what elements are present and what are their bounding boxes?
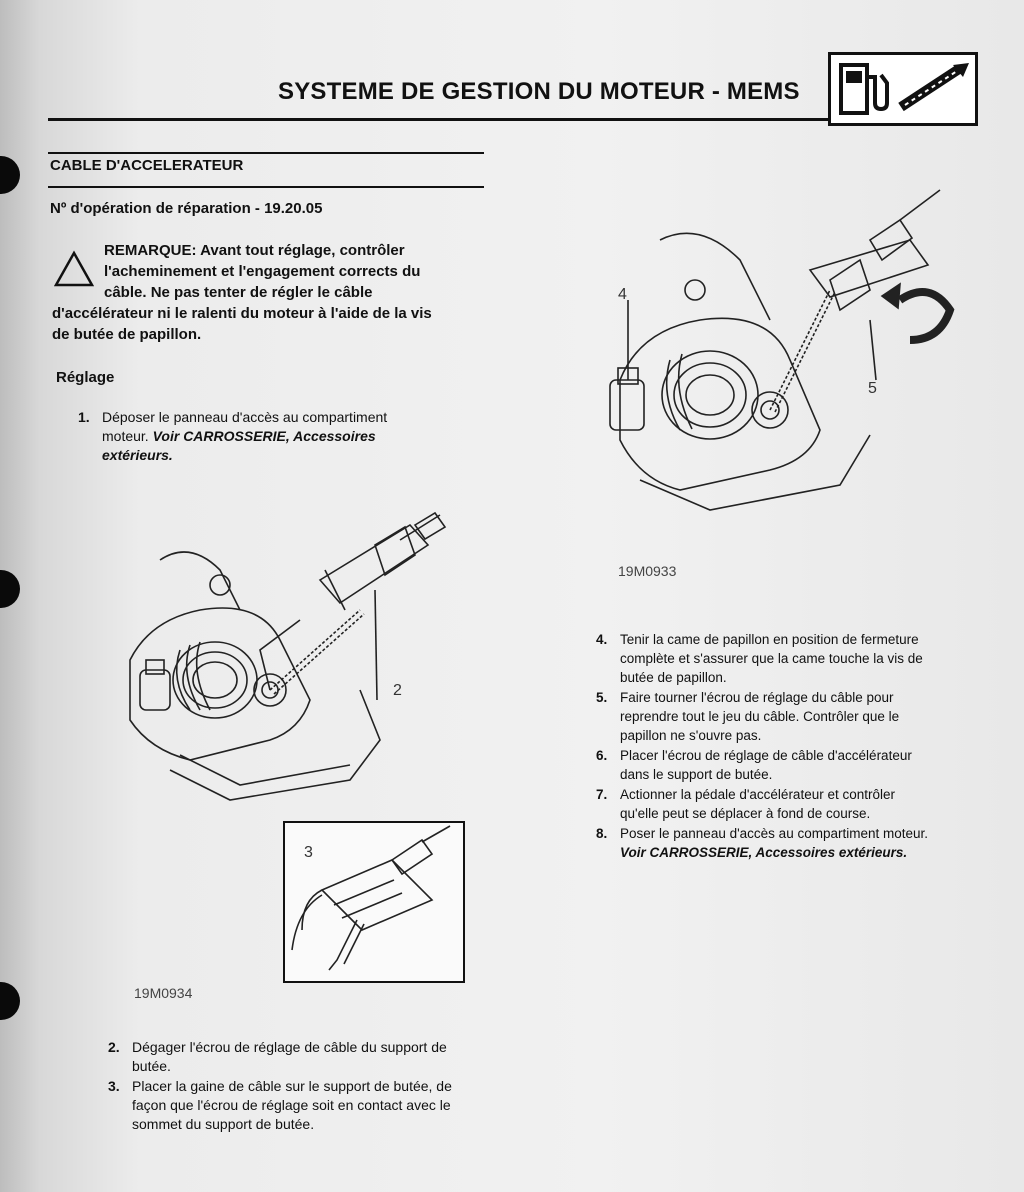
cross-reference: extérieurs. xyxy=(102,447,173,463)
step-item xyxy=(108,1077,508,1134)
step-line: butée de papillon. xyxy=(620,670,727,685)
binder-hole xyxy=(0,982,20,1020)
cross-reference: Voir CARROSSERIE, Accessoires extérieurs. xyxy=(620,845,908,860)
step-number: 5. xyxy=(596,690,608,705)
remark-line: câble. Ne pas tenter de régler le câble xyxy=(104,284,373,301)
figure-id: 19M0934 xyxy=(134,985,193,1001)
step-line: Faire tourner l'écrou de réglage du câble pour xyxy=(620,690,894,705)
operation-number: Nº d'opération de réparation - 19.20.05 xyxy=(50,200,323,217)
step-item xyxy=(596,688,1006,745)
step-line: complète et s'assurer que la came touche la vis de xyxy=(620,651,923,666)
step-line: dans le support de butée. xyxy=(620,767,773,782)
step-item xyxy=(78,408,478,465)
step-line: qu'elle peut se déplacer à fond de course. xyxy=(620,806,871,821)
step-line: façon que l'écrou de réglage soit en contact avec le xyxy=(132,1097,451,1113)
step-line: butée. xyxy=(132,1058,171,1074)
step-number: 3. xyxy=(108,1078,120,1094)
subheading-reglage: Réglage xyxy=(56,369,115,386)
step-list-right xyxy=(596,630,1006,863)
fuel-pump-and-injector-icon xyxy=(828,52,978,126)
remark-note xyxy=(52,240,482,345)
step-line: Placer la gaine de câble sur le support de butée, de xyxy=(132,1078,452,1094)
step-line: Actionner la pédale d'accélérateur et contrôler xyxy=(620,787,895,802)
step-number: 7. xyxy=(596,787,608,802)
step-item xyxy=(596,785,1006,823)
step-line: Placer l'écrou de réglage de câble d'accélérateur xyxy=(620,748,912,763)
step-item xyxy=(596,746,1006,784)
step-line: Dégager l'écrou de réglage de câble du support de xyxy=(132,1039,447,1055)
step-line: Tenir la came de papillon en position de fermeture xyxy=(620,632,919,647)
remark-line: de butée de papillon. xyxy=(52,326,202,343)
remark-line: l'acheminement et l'engagement corrects du xyxy=(104,263,421,280)
step-line: Déposer le panneau d'accès au compartiment xyxy=(102,409,388,425)
throttle-body-illustration-1 xyxy=(120,500,460,840)
section-rule xyxy=(48,152,484,154)
step-number: 1. xyxy=(78,409,90,425)
step-item xyxy=(108,1038,508,1076)
step-number: 4. xyxy=(596,632,608,647)
binder-hole xyxy=(0,570,20,608)
step-line: papillon ne s'ouvre pas. xyxy=(620,728,762,743)
callout-5: 5 xyxy=(868,380,877,397)
step-list-top xyxy=(78,408,478,466)
section-title: CABLE D'ACCELERATEUR xyxy=(50,157,244,174)
section-rule xyxy=(48,186,484,188)
binder-hole xyxy=(0,156,20,194)
callout-2: 2 xyxy=(393,682,402,699)
remark-line: REMARQUE: Avant tout réglage, contrôler xyxy=(104,242,405,259)
throttle-body-illustration-2 xyxy=(600,180,980,560)
step-item xyxy=(596,824,1006,862)
step-line: reprendre tout le jeu du câble. Contrôler que le xyxy=(620,709,900,724)
figure-id: 19M0933 xyxy=(618,563,677,579)
remark-line: d'accélérateur ni le ralenti du moteur à l'aide de la vis xyxy=(52,305,432,322)
page-title: SYSTEME DE GESTION DU MOTEUR - MEMS xyxy=(278,78,800,105)
step-line: moteur. xyxy=(102,428,149,444)
step-item xyxy=(596,630,1006,687)
callout-4: 4 xyxy=(618,286,627,303)
cross-reference: Voir CARROSSERIE, Accessoires xyxy=(152,428,376,444)
step-number: 2. xyxy=(108,1039,120,1055)
step-line: sommet du support de butée. xyxy=(132,1116,315,1132)
step-number: 6. xyxy=(596,748,608,763)
callout-3: 3 xyxy=(304,844,313,861)
step-number: 8. xyxy=(596,826,608,841)
step-list-bottom xyxy=(108,1038,508,1135)
step-line: Poser le panneau d'accès au compartiment moteur. xyxy=(620,826,929,841)
header-rule xyxy=(48,118,828,121)
